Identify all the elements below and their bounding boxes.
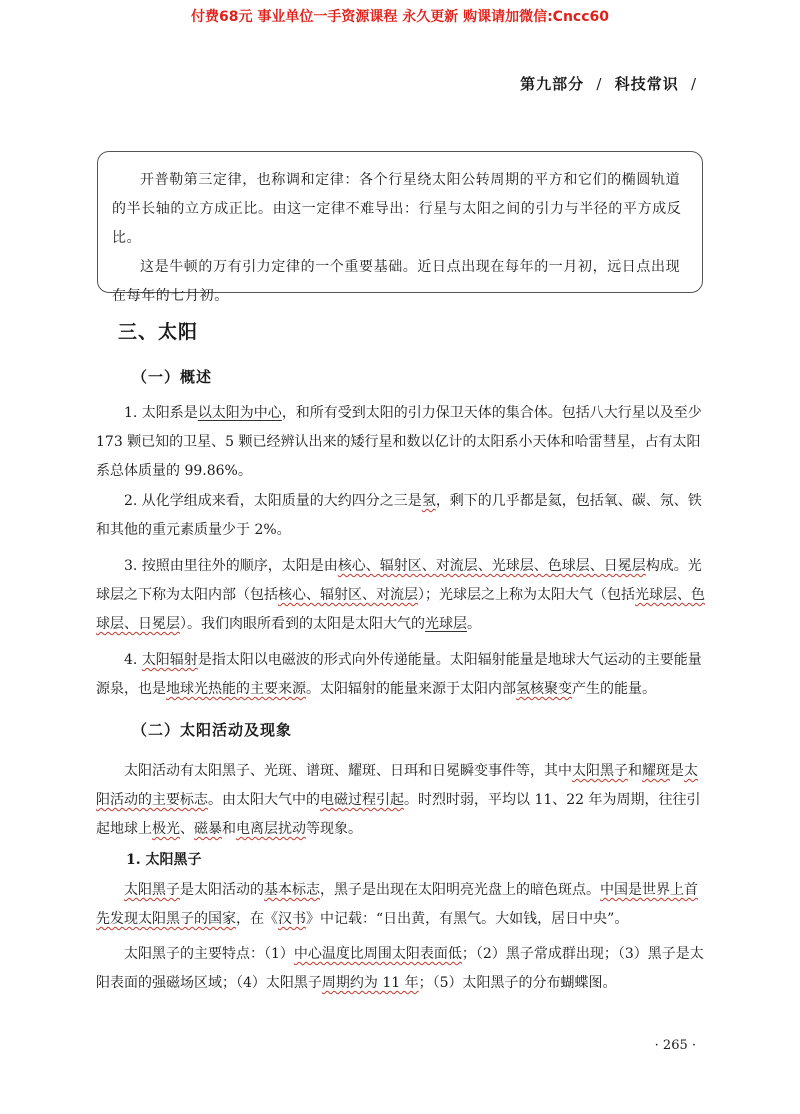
sunspot-paragraph-2: 太阳黑子的主要特点：（1）中心温度比周围太阳表面低；（2）黑子常成群出现；（3）黑子是太阳表面的强磁场区域；（4）太阳黑子周期约为 11 年；（5）太阳黑子的分布蝴蝶图。 [96, 946, 704, 991]
header-separator: / [596, 75, 603, 93]
overview-paragraph-1: 1. 太阳系是以太阳为中心，和所有受到太阳的引力保卫天体的集合体。包括八大行星以及至少 173 颗已知的卫星、5 颗已经辨认出来的矮行星和数以亿计的太阳系小天体和哈雷彗星，占有太阳系总体质量的 99.86%。 [96, 405, 702, 479]
overview-paragraph-4: 4. 太阳辐射是指太阳以电磁波的形式向外传递能量。太阳辐射能量是地球大气运动的主要能量源泉，也是地球光热能的主要来源。太阳辐射的能量来源于太阳内部氢核聚变产生的能量。 [96, 652, 702, 697]
header-separator-end: / [690, 75, 697, 93]
section-title: 三、太阳 [118, 321, 199, 343]
page-header [520, 73, 703, 94]
subsection-title-overview: （一）概述 [132, 368, 213, 386]
page-number: · 265 · [654, 1038, 696, 1053]
header-topic: 科技常识 [614, 75, 679, 93]
note-paragraph-1: 开普勒第三定律，也称调和定律：各个行星绕太阳公转周期的平方和它们的椭圆轨道的半长轴的立方成正比。由这一定律不难导出：行星与太阳之间的引力与半径的平方成反比。 [112, 172, 682, 246]
subsection-title-activity: （二）太阳活动及现象 [132, 721, 293, 739]
note-box [97, 151, 703, 304]
header-part: 第九部分 [520, 75, 585, 93]
promo-banner: 付费68元 事业单位一手资源课程 永久更新 购课请加微信:Cncc60 [190, 9, 610, 25]
heading-sunspots: 1. 太阳黑子 [126, 852, 202, 868]
overview-paragraph-3: 3. 按照由里往外的顺序，太阳是由核心、辐射区、对流层、光球层、色球层、日冕层构成。光球层之下称为太阳内部（包括核心、辐射区、对流层）；光球层之上称为太阳大气（包括光球层、色球层、日冕层）。我们肉眼所看到的太阳是太阳大气的光球层。 [96, 558, 705, 632]
overview-paragraph-2: 2. 从化学组成来看，太阳质量的大约四分之三是氢，剩下的几乎都是氦，包括氧、碳、氖、铁和其他的重元素质量少于 2%。 [96, 493, 702, 538]
sunspot-paragraph-1: 太阳黑子是太阳活动的基本标志，黑子是出现在太阳明亮光盘上的暗色斑点。中国是世界上首先发现太阳黑子的国家，在《汉书》中记载：“日出黄，有黑气。大如钱，居日中央”。 [96, 882, 698, 927]
activity-paragraph-1: 太阳活动有太阳黑子、光斑、谱斑、耀斑、日珥和日冕瞬变事件等，其中太阳黑子和耀斑是太阳活动的主要标志。由太阳大气中的电磁过程引起。时烈时弱，平均以 11、22 年为周期，往往引起地球上极光、磁暴和电离层扰动等现象。 [96, 763, 701, 837]
note-paragraph-2: 这是牛顿的万有引力定律的一个重要基础。近日点出现在每年的一月初，远日点出现在每年的七月初。 [112, 259, 681, 304]
